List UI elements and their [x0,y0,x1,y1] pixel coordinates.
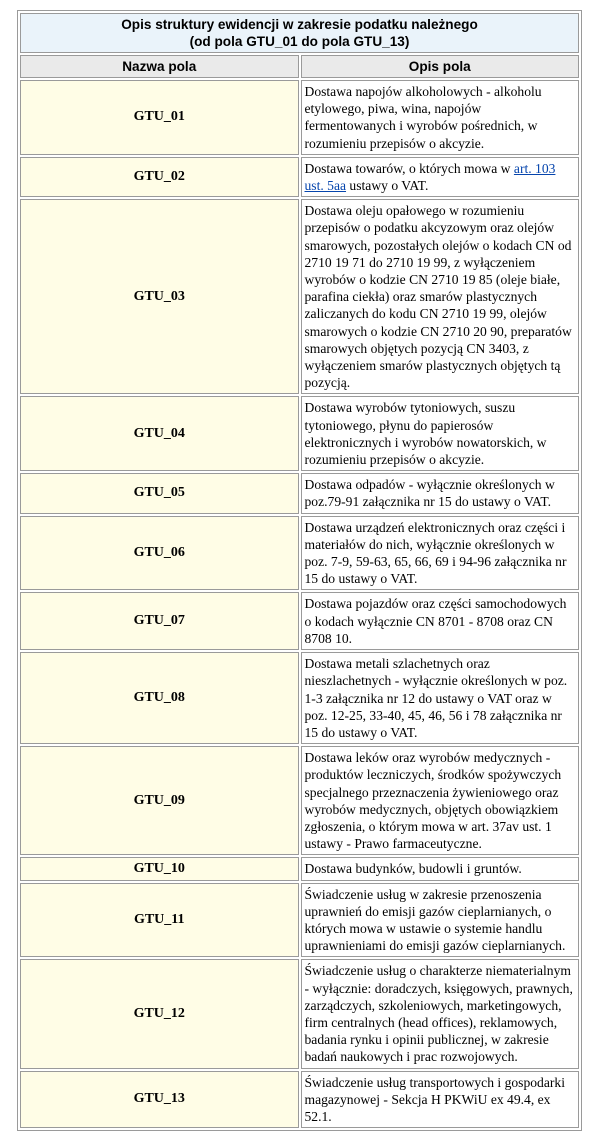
table-row [20,883,579,958]
description-text: Dostawa towarów, o których mowa w [304,160,514,176]
field-description: Dostawa urządzeń elektronicznych oraz części i materiałów do nich, wyłącznie określonych w poz. 7-9, 59-63, 65, 66, 69 i 94-96 załącznika nr 15 do ustawy o VAT. [301,516,580,591]
field-description: Dostawa oleju opałowego w rozumieniu przepisów o podatku akcyzowym oraz olejów smarowych, pozostałych olejów o kodach CN od 2710 19 71 do 2710 19 99, z wyłączeniem wyrobów o kodzie CN 2710 19 85 (oleje białe, parafina ciekła) oraz smarów plastycznych zaliczanych do kodu CN 2710 19 99, olejów smarowych o kodzie CN 2710 20 90, preparatów smarowych objętych pozycją CN 3403, z wyłączeniem smarów plastycznych objętych tą pozycją. [301,199,580,394]
table-row [20,516,579,591]
table-row [20,157,579,197]
field-description: Świadczenie usług w zakresie przenoszenia uprawnień do emisji gazów cieplarnianych, o których mowa w ustawie o systemie handlu uprawnieniami do emisji gazów cieplarnianych. [301,883,580,958]
field-code: GTU_01 [20,80,299,155]
field-description: Świadczenie usług transportowych i gospodarki magazynowej - Sekcja H PKWiU ex 49.4, ex 52.1. [301,1071,580,1129]
description-text: ustawy o VAT. [346,178,429,194]
column-header-name: Nazwa pola [20,55,299,78]
field-code: GTU_04 [20,396,299,471]
table-title-row [20,13,579,53]
field-description: Świadczenie usług o charakterze niematerialnym - wyłącznie: doradczych, księgowych, prawnych, zarządczych, szkoleniowych, marketingowych, firm centralnych (head offices), reklamowych, badania rynku i opinii publicznej, w zakresie badań naukowych i prac rozwojowych. [301,959,580,1068]
field-description: Dostawa pojazdów oraz części samochodowych o kodach wyłącznie CN 8701 - 8708 oraz CN 8708 10. [301,592,580,650]
field-code: GTU_03 [20,199,299,394]
table-title-line1: Opis struktury ewidencji w zakresie podatku należnego [121,17,478,32]
table-row [20,959,579,1068]
table-row [20,80,579,155]
field-description: Dostawa budynków, budowli i gruntów. [301,857,580,880]
field-description: Dostawa leków oraz wyrobów medycznych - produktów leczniczych, środków spożywczych specjalnego przeznaczenia żywieniowego oraz wyrobów medycznych, objętych obowiązkiem zgłoszenia, o którym mowa w art. 37av ust. 1 ustawy - Prawo farmaceutyczne. [301,746,580,855]
table-title-line2: (od pola GTU_01 do pola GTU_13) [189,34,410,49]
table-row [20,592,579,650]
table-header-row [20,55,579,78]
gtu-table [17,10,582,1131]
field-description: Dostawa odpadów - wyłącznie określonych w poz.79-91 załącznika nr 15 do ustawy o VAT. [301,473,580,513]
field-code: GTU_02 [20,157,299,197]
table-title [20,13,579,53]
field-code: GTU_05 [20,473,299,513]
field-code: GTU_06 [20,516,299,591]
field-code: GTU_09 [20,746,299,855]
table-row [20,199,579,394]
field-code: GTU_11 [20,883,299,958]
table-row [20,746,579,855]
field-code: GTU_10 [20,857,299,880]
field-code: GTU_08 [20,652,299,744]
table-row [20,857,579,880]
field-code: GTU_13 [20,1071,299,1129]
table-row [20,473,579,513]
field-description: Dostawa napojów alkoholowych - alkoholu etylowego, piwa, wina, napojów fermentowanych i wyrobów pośrednich, w rozumieniu przepisów o akcyzie. [301,80,580,155]
law-article-link[interactable]: art. 103 ust. 5aa [304,160,556,194]
column-header-description: Opis pola [301,55,580,78]
gtu-table-container [17,10,582,1131]
field-code: GTU_12 [20,959,299,1068]
field-code: GTU_07 [20,592,299,650]
table-row [20,396,579,471]
field-description [301,157,580,197]
field-description: Dostawa metali szlachetnych oraz nieszlachetnych - wyłącznie określonych w poz. 1-3 załącznika nr 12 do ustawy o VAT oraz w poz. 12-25, 33-40, 45, 46, 56 i 78 załącznika nr 15 do ustawy o VAT. [301,652,580,744]
table-row [20,652,579,744]
table-row [20,1071,579,1129]
field-description: Dostawa wyrobów tytoniowych, suszu tytoniowego, płynu do papierosów elektronicznych i wyrobów nowatorskich, w rozumieniu przepisów o akcyzie. [301,396,580,471]
